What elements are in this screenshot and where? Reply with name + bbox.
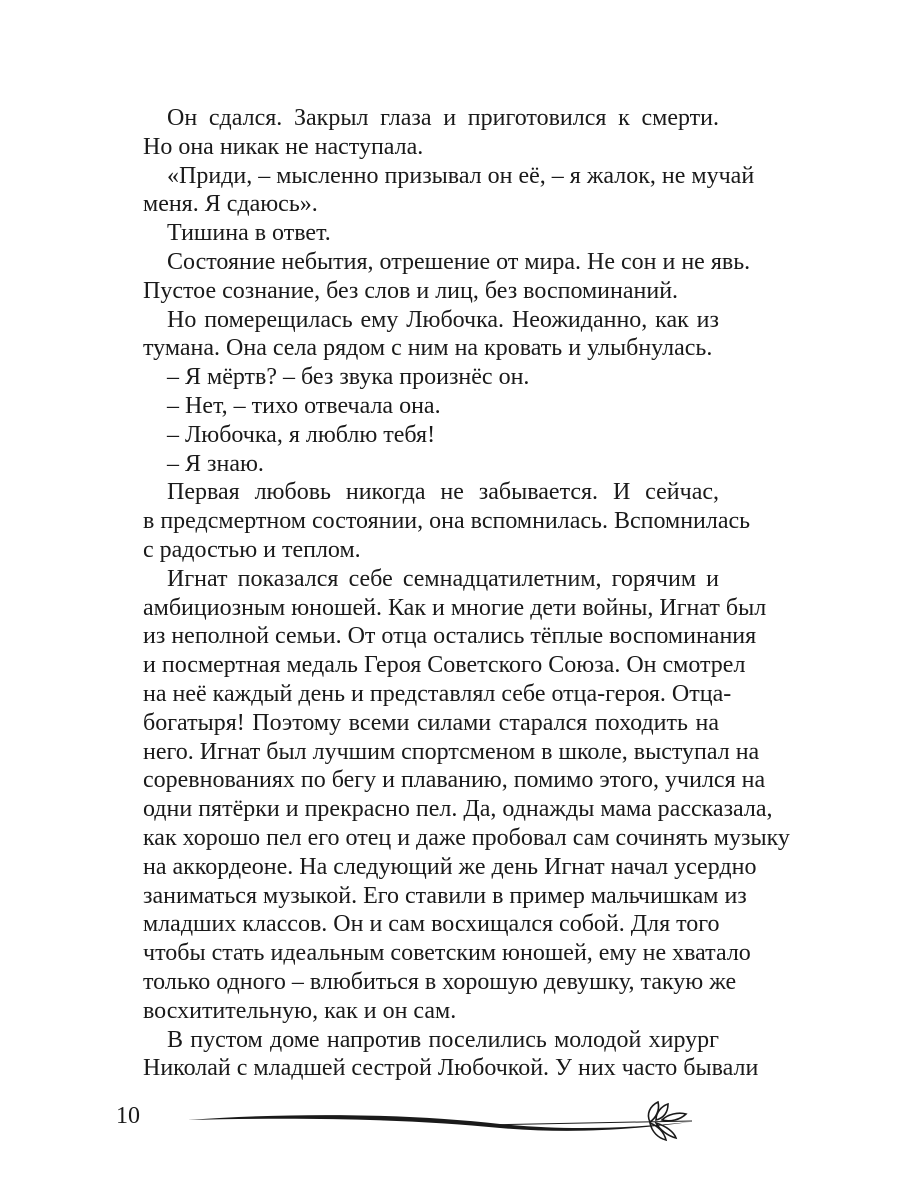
text-line: одни пятёрки и прекрасно пел. Да, однажды мама рассказала, — [143, 796, 773, 823]
page-number: 10 — [116, 1103, 140, 1129]
text-line: – Я мёртв? – без звука произнёс он. — [167, 364, 530, 391]
text-line: Но померещилась ему Любочка. Неожиданно, как из — [167, 306, 719, 333]
text-line: заниматься музыкой. Его ставили в пример мальчишкам из — [143, 882, 747, 909]
text-line: соревнованиях по бегу и плаванию, помимо этого, учился на — [143, 767, 766, 794]
text-line: с радостью и теплом. — [143, 536, 361, 563]
text-line: меня. Я сдаюсь». — [143, 191, 318, 218]
text-line: «Приди, – мысленно призывал он её, – я жалок, не мучай — [167, 162, 755, 189]
text-line: Тишина в ответ. — [167, 220, 331, 247]
text-line: в предсмертном состоянии, она вспомнилась. Вспомнилась — [143, 508, 751, 535]
text-line: – Любочка, я люблю тебя! — [167, 421, 436, 448]
text-line: Николай с младшей сестрой Любочкой. У них часто бывали — [143, 1055, 759, 1082]
text-line: тумана. Она села рядом с ним на кровать и улыбнулась. — [143, 335, 713, 362]
text-line: него. Игнат был лучшим спортсменом в школе, выступал на — [143, 738, 760, 765]
text-line: на неё каждый день и представлял себе отца-героя. Отца- — [143, 680, 732, 707]
text-line: Игнат показался себе семнадцатилетним, горячим и — [167, 565, 719, 592]
text-line: Но она никак не наступала. — [143, 133, 424, 160]
text-line: на аккордеоне. На следующий же день Игнат начал усердно — [143, 853, 757, 880]
text-line: амбициозным юношей. Как и многие дети войны, Игнат был — [143, 594, 767, 621]
text-line: чтобы стать идеальным советским юношей, ему не хватало — [143, 940, 751, 967]
text-line: Он сдался. Закрыл глаза и приготовился к смерти. — [167, 105, 719, 131]
text-line: младших классов. Он и сам восхищался собой. Для того — [143, 911, 720, 938]
text-line: восхитительную, как и он сам. — [143, 997, 457, 1024]
text-line: Пустое сознание, без слов и лиц, без воспоминаний. — [143, 277, 679, 304]
text-line: из неполной семьи. От отца остались тёплые воспоминания — [143, 623, 757, 650]
text-line: – Я знаю. — [167, 450, 264, 477]
text-line: и посмертная медаль Героя Советского Союза. Он смотрел — [143, 652, 746, 679]
text-line: богатыря! Поэтому всеми силами старался походить на — [143, 709, 719, 736]
text-line: В пустом доме напротив поселились молодой хирург — [167, 1026, 719, 1053]
body-text — [143, 104, 790, 1083]
text-line: Первая любовь никогда не забывается. И сейчас, — [167, 479, 719, 506]
leaf-ornament-icon — [180, 1098, 710, 1148]
text-line: как хорошо пел его отец и даже пробовал сам сочинять музыку — [143, 824, 790, 851]
text-line: – Нет, – тихо отвечала она. — [167, 392, 441, 419]
text-line: Состояние небытия, отрешение от мира. Не сон и не явь. — [167, 248, 751, 275]
text-line: только одного – влюбиться в хорошую девушку, такую же — [143, 968, 737, 995]
